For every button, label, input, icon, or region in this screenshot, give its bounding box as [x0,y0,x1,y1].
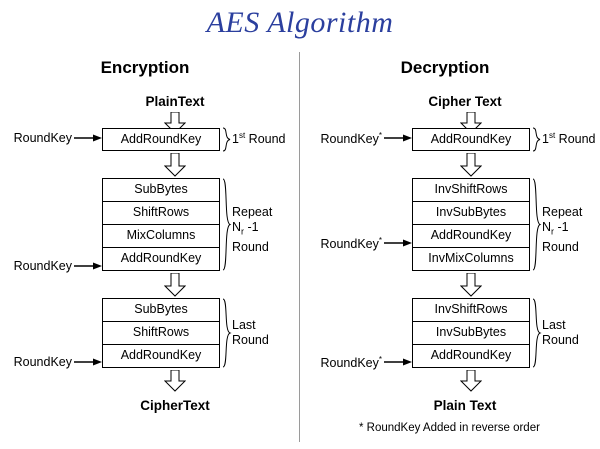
decryption-last-step-1: InvShiftRows [413,299,529,322]
encryption-last-block [102,298,220,368]
encryption-roundkey-last-label: RoundKey [13,355,72,369]
first-round-suffix: st [238,131,246,140]
decryption-step-add-round-key-first: AddRoundKey [412,128,530,151]
encryption-repeat-step-1: SubBytes [103,179,219,202]
encryption-repeat-annotation-line1: Repeat [232,205,273,219]
decryption-repeat-block [412,178,530,271]
decryption-repeat-step-3: AddRoundKey [413,225,529,248]
decryption-roundkey-repeat-label [310,236,382,251]
decryption-heading: Decryption [400,58,490,77]
decryption-output-label: Plain Text [433,398,497,413]
encryption-repeat-annotation [232,205,272,255]
decryption-repeat-annotation [542,205,582,255]
decryption-repeat-step-4: InvMixColumns [428,251,514,265]
arrow-first-to-repeat-encryption [164,153,186,177]
brace-repeat-encryption [222,178,232,271]
roundkey-star-1: * [378,131,382,140]
encryption-last-annotation-line1: Last [232,318,256,332]
nr-subscript: r [241,226,245,237]
first-round-tail: Round [245,132,286,147]
encryption-last-step-2: ShiftRows [103,322,219,345]
arrow-decryption-roundkey-last [384,357,412,366]
decryption-roundkey-repeat-text: RoundKey [320,237,379,252]
page-title: AES Algorithm [206,6,394,39]
decryption-repeat-annotation-line3: Round [542,239,579,254]
decryption-first-round-annotation [542,131,596,146]
arrow-first-to-repeat-decryption [460,153,482,177]
encryption-repeat-step-2: ShiftRows [103,202,219,225]
decryption-repeat-step-1: InvShiftRows [413,179,529,202]
encryption-roundkey-first-label: RoundKey [13,131,72,145]
roundkey-star-2: * [378,236,382,245]
encryption-repeat-step-3: MixColumns [103,225,219,248]
arrow-last-to-plaintext [460,370,482,392]
arrow-repeat-to-last-encryption [164,273,186,297]
decryption-roundkey-last-text: RoundKey [320,356,379,371]
decryption-input-label: Cipher Text [428,94,502,109]
decryption-footnote: * RoundKey Added in reverse order [359,422,540,434]
encryption-last-annotation [232,318,269,348]
encryption-last-step-1: SubBytes [103,299,219,322]
encryption-last-annotation-line2: Round [232,333,269,347]
arrow-last-to-ciphertext [164,370,186,392]
decryption-nr-minus-one: -1 [554,220,569,234]
encryption-first-round-annotation [232,131,286,146]
encryption-input-label: PlainText [145,94,205,109]
encryption-repeat-annotation-line2 [232,220,272,240]
brace-first-round-encryption [222,127,232,152]
decryption-first-round-tail: Round [555,132,596,147]
brace-first-round-decryption [532,127,542,152]
encryption-repeat-step-4: AddRoundKey [120,251,202,265]
encryption-step-add-round-key-first: AddRoundKey [102,128,220,151]
brace-repeat-decryption [532,178,542,271]
brace-last-encryption [222,298,232,368]
column-divider [299,52,300,442]
encryption-last-step-3: AddRoundKey [120,348,202,362]
decryption-last-annotation [542,318,579,348]
decryption-roundkey-first-text: RoundKey [320,132,379,147]
decryption-repeat-annotation-line1: Repeat [542,205,583,219]
encryption-roundkey-repeat-label: RoundKey [13,259,72,273]
arrow-repeat-to-last-decryption [460,273,482,297]
decryption-last-annotation-line2: Round [542,333,579,347]
decryption-nr-symbol: N [542,220,552,234]
nr-minus-one: -1 [244,220,259,234]
encryption-repeat-annotation-line3: Round [232,239,269,254]
decryption-repeat-step-2: InvSubBytes [413,202,529,225]
first-round-number: 1 [232,132,239,147]
nr-symbol: N [232,220,242,234]
decryption-last-step-2: InvSubBytes [413,322,529,345]
arrow-roundkey-repeat [74,261,102,270]
brace-last-decryption [532,298,542,368]
arrow-roundkey-first [74,133,102,142]
decryption-last-annotation-line1: Last [542,318,566,332]
arrow-decryption-roundkey-first [384,133,412,142]
encryption-output-label: CipherText [140,398,210,413]
decryption-last-block [412,298,530,368]
decryption-repeat-annotation-line2 [542,220,582,240]
roundkey-star-3: * [378,355,382,364]
arrow-decryption-roundkey-repeat [384,238,412,247]
decryption-last-step-3: AddRoundKey [430,348,512,362]
encryption-heading: Encryption [100,58,190,77]
decryption-first-round-suffix: st [548,131,556,140]
decryption-roundkey-last-label [310,355,382,370]
arrow-roundkey-last [74,357,102,366]
encryption-repeat-block [102,178,220,271]
decryption-first-round-number: 1 [542,132,549,147]
decryption-nr-subscript: r [551,226,555,237]
decryption-roundkey-first-label [310,131,382,146]
